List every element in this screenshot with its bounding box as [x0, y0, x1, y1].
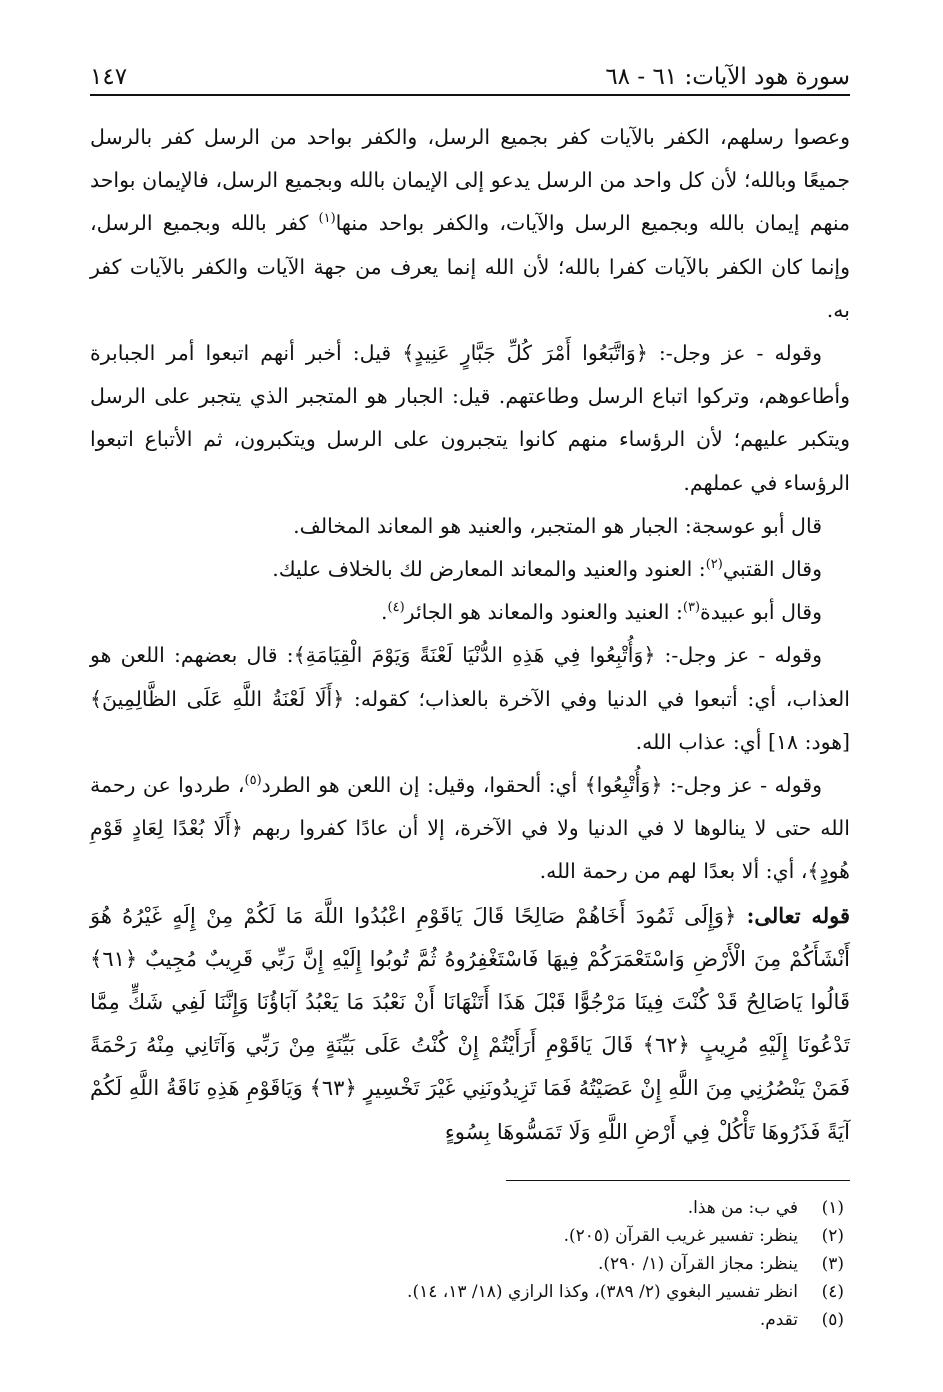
quran-verse-block	[90, 894, 850, 1154]
footnote-5	[90, 1306, 850, 1334]
footnote-number: (٥)	[821, 1310, 844, 1330]
footnote-3	[90, 1250, 850, 1278]
paragraph-3: قال أبو عوسجة: الجبار هو المتجبر، والعنيد هو المعاند المخالف.	[293, 513, 822, 538]
footnote-divider	[506, 1180, 850, 1181]
footnotes	[90, 1194, 850, 1334]
footnote-text: ينظر: تفسير غريب القرآن (٢٠٥).	[563, 1226, 798, 1246]
paragraph-6: وقوله - عز وجل-: ﴿وَأُتْبِعُوا فِي هَذِهِ الدُّنْيَا لَعْنَةً وَيَوْمَ الْقِيَامَةِ﴾: قال بعضهم: اللعن هو العذاب، أي: أتبعوا في الدنيا وفي الآخرة بالعذاب؛ كقوله: ﴿أَلَا لَعْنَةُ اللَّهِ عَلَى الظَّالِمِينَ﴾ [هود: ١٨] أي: عذاب الله.	[90, 643, 850, 754]
footnote-ref-4[interactable]: (٤)	[387, 600, 405, 616]
verse-text: ﴿وَإِلَى ثَمُودَ أَخَاهُمْ صَالِحًا قَالَ يَاقَوْمِ اعْبُدُوا اللَّهَ مَا لَكُمْ مِنْ إِلَهٍ غَيْرُهُ هُوَ أَنْشَأَكُمْ مِنَ الْأَرْضِ وَاسْتَعْمَرَكُمْ فِيهَا فَاسْتَغْفِرُوهُ ثُمَّ تُوبُوا إِلَيْهِ إِنَّ رَبِّي قَرِيبٌ مُجِيبٌ ﴿٦١﴾ قَالُوا يَاصَالِحُ قَدْ كُنْتَ فِينَا مَرْجُوًّا قَبْلَ هَذَا أَتَنْهَانَا أَنْ نَعْبُدَ مَا يَعْبُدُ آبَاؤُنَا وَإِنَّنَا لَفِي شَكٍّ مِمَّا تَدْعُونَا إِلَيْهِ مُرِيبٍ ﴿٦٢﴾ قَالَ يَاقَوْمِ أَرَأَيْتُمْ إِنْ كُنْتُ عَلَى بَيِّنَةٍ مِنْ رَبِّي وَآتَانِي مِنْهُ رَحْمَةً فَمَنْ يَنْصُرُنِي مِنَ اللَّهِ إِنْ عَصَيْتُهُ فَمَا تَزِيدُونَنِي غَيْرَ تَخْسِيرٍ ﴿٦٣﴾ وَيَاقَوْمِ هَذِهِ نَاقَةُ اللَّهِ لَكُمْ آيَةً فَذَرُوهَا تَأْكُلْ فِي أَرْضِ اللَّهِ وَلَا تَمَسُّوهَا بِسُوءٍ	[90, 903, 850, 1144]
footnote-text: ينظر: مجاز القرآن (١/ ٢٩٠).	[597, 1254, 798, 1274]
paragraph-2: وقوله - عز وجل-: ﴿وَاتَّبَعُوا أَمْرَ كُلِّ جَبَّارٍ عَنِيدٍ﴾ قيل: أخبر أنهم اتبعوا أمر الجبابرة وأطاعوهم، وتركوا اتباع الرسل وطاعتهم. قيل: الجبار هو المتجبر الذي يتجبر على الرسل ويتكبر عليهم؛ لأن الرؤساء منهم كانوا يتجبرون على الرسل ويتكبرون، ثم الأتباع اتبعوا الرؤساء في عملهم.	[90, 341, 850, 495]
footnote-1	[90, 1194, 850, 1222]
footnote-number: (١)	[821, 1198, 844, 1218]
footnote-2	[90, 1222, 850, 1250]
footnote-ref-1[interactable]: (١)	[318, 211, 336, 227]
book-page	[90, 52, 850, 1352]
footnote-text: تقدم.	[759, 1310, 798, 1330]
section-title: سورة هود الآيات: ٦١ - ٦٨	[605, 64, 850, 90]
footnote-ref-2[interactable]: (٢)	[705, 557, 723, 573]
running-header	[90, 52, 850, 92]
main-text	[90, 116, 850, 1154]
footnote-number: (٤)	[821, 1282, 844, 1302]
footnote-text: انظر تفسير البغوي (٢/ ٣٨٩)، وكذا الرازي (١٨/ ١٣، ١٤).	[407, 1282, 798, 1302]
footnote-4	[90, 1278, 850, 1306]
footnote-number: (٢)	[821, 1226, 844, 1246]
header-divider	[90, 94, 850, 96]
paragraph-1: وعصوا رسلهم، الكفر بالآيات كفر بجميع الرسل، والكفر بواحد من الرسل كفر بالرسل جميعًا وبالله؛ لأن كل واحد من الرسل يدعو إلى الإيمان بالله وبجميع الرسل، فالإيمان بواحد منهم إيمان بالله وبجميع الرسل والآيات، والكفر بواحد منها$^{(١)}$ كفر بالله وبجميع الرسل، وإنما كان الكفر بالآيات كفرا بالله؛ لأن الله إنما يعرف من جهة الآيات والكفر بالآيات كفر به.	[90, 125, 850, 322]
footnote-ref-5[interactable]: (٥)	[244, 773, 262, 789]
verse-lead: قوله تعالى:	[746, 902, 850, 928]
page-number: ١٤٧	[90, 64, 128, 90]
footnote-ref-3[interactable]: (٣)	[682, 600, 701, 616]
footnote-text: في ب: من هذا.	[687, 1198, 798, 1218]
paragraph-5: وقال أبو عبيدة$^{(٣)}$: العنيد والعنود والمعاند هو الجائر$^{(٤)}$.	[380, 600, 822, 625]
paragraph-4: وقال القتبي$^{(٢)}$: العنود والعنيد والمعاند المعارض لك بالخلاف عليك.	[272, 557, 822, 582]
paragraph-7: وقوله - عز وجل-: ﴿وَأُتْبِعُوا﴾ أي: ألحقوا، وقيل: إن اللعن هو الطرد$^{(٥)}$، طردوا عن رحمة الله حتى لا ينالوها لا في الدنيا ولا في الآخرة، إلا أن عادًا كفروا ربهم ﴿أَلَا بُعْدًا لِعَادٍ قَوْمِ هُودٍ﴾، أي: ألا بعدًا لهم من رحمة الله.	[90, 773, 850, 884]
footnote-number: (٣)	[821, 1254, 844, 1274]
